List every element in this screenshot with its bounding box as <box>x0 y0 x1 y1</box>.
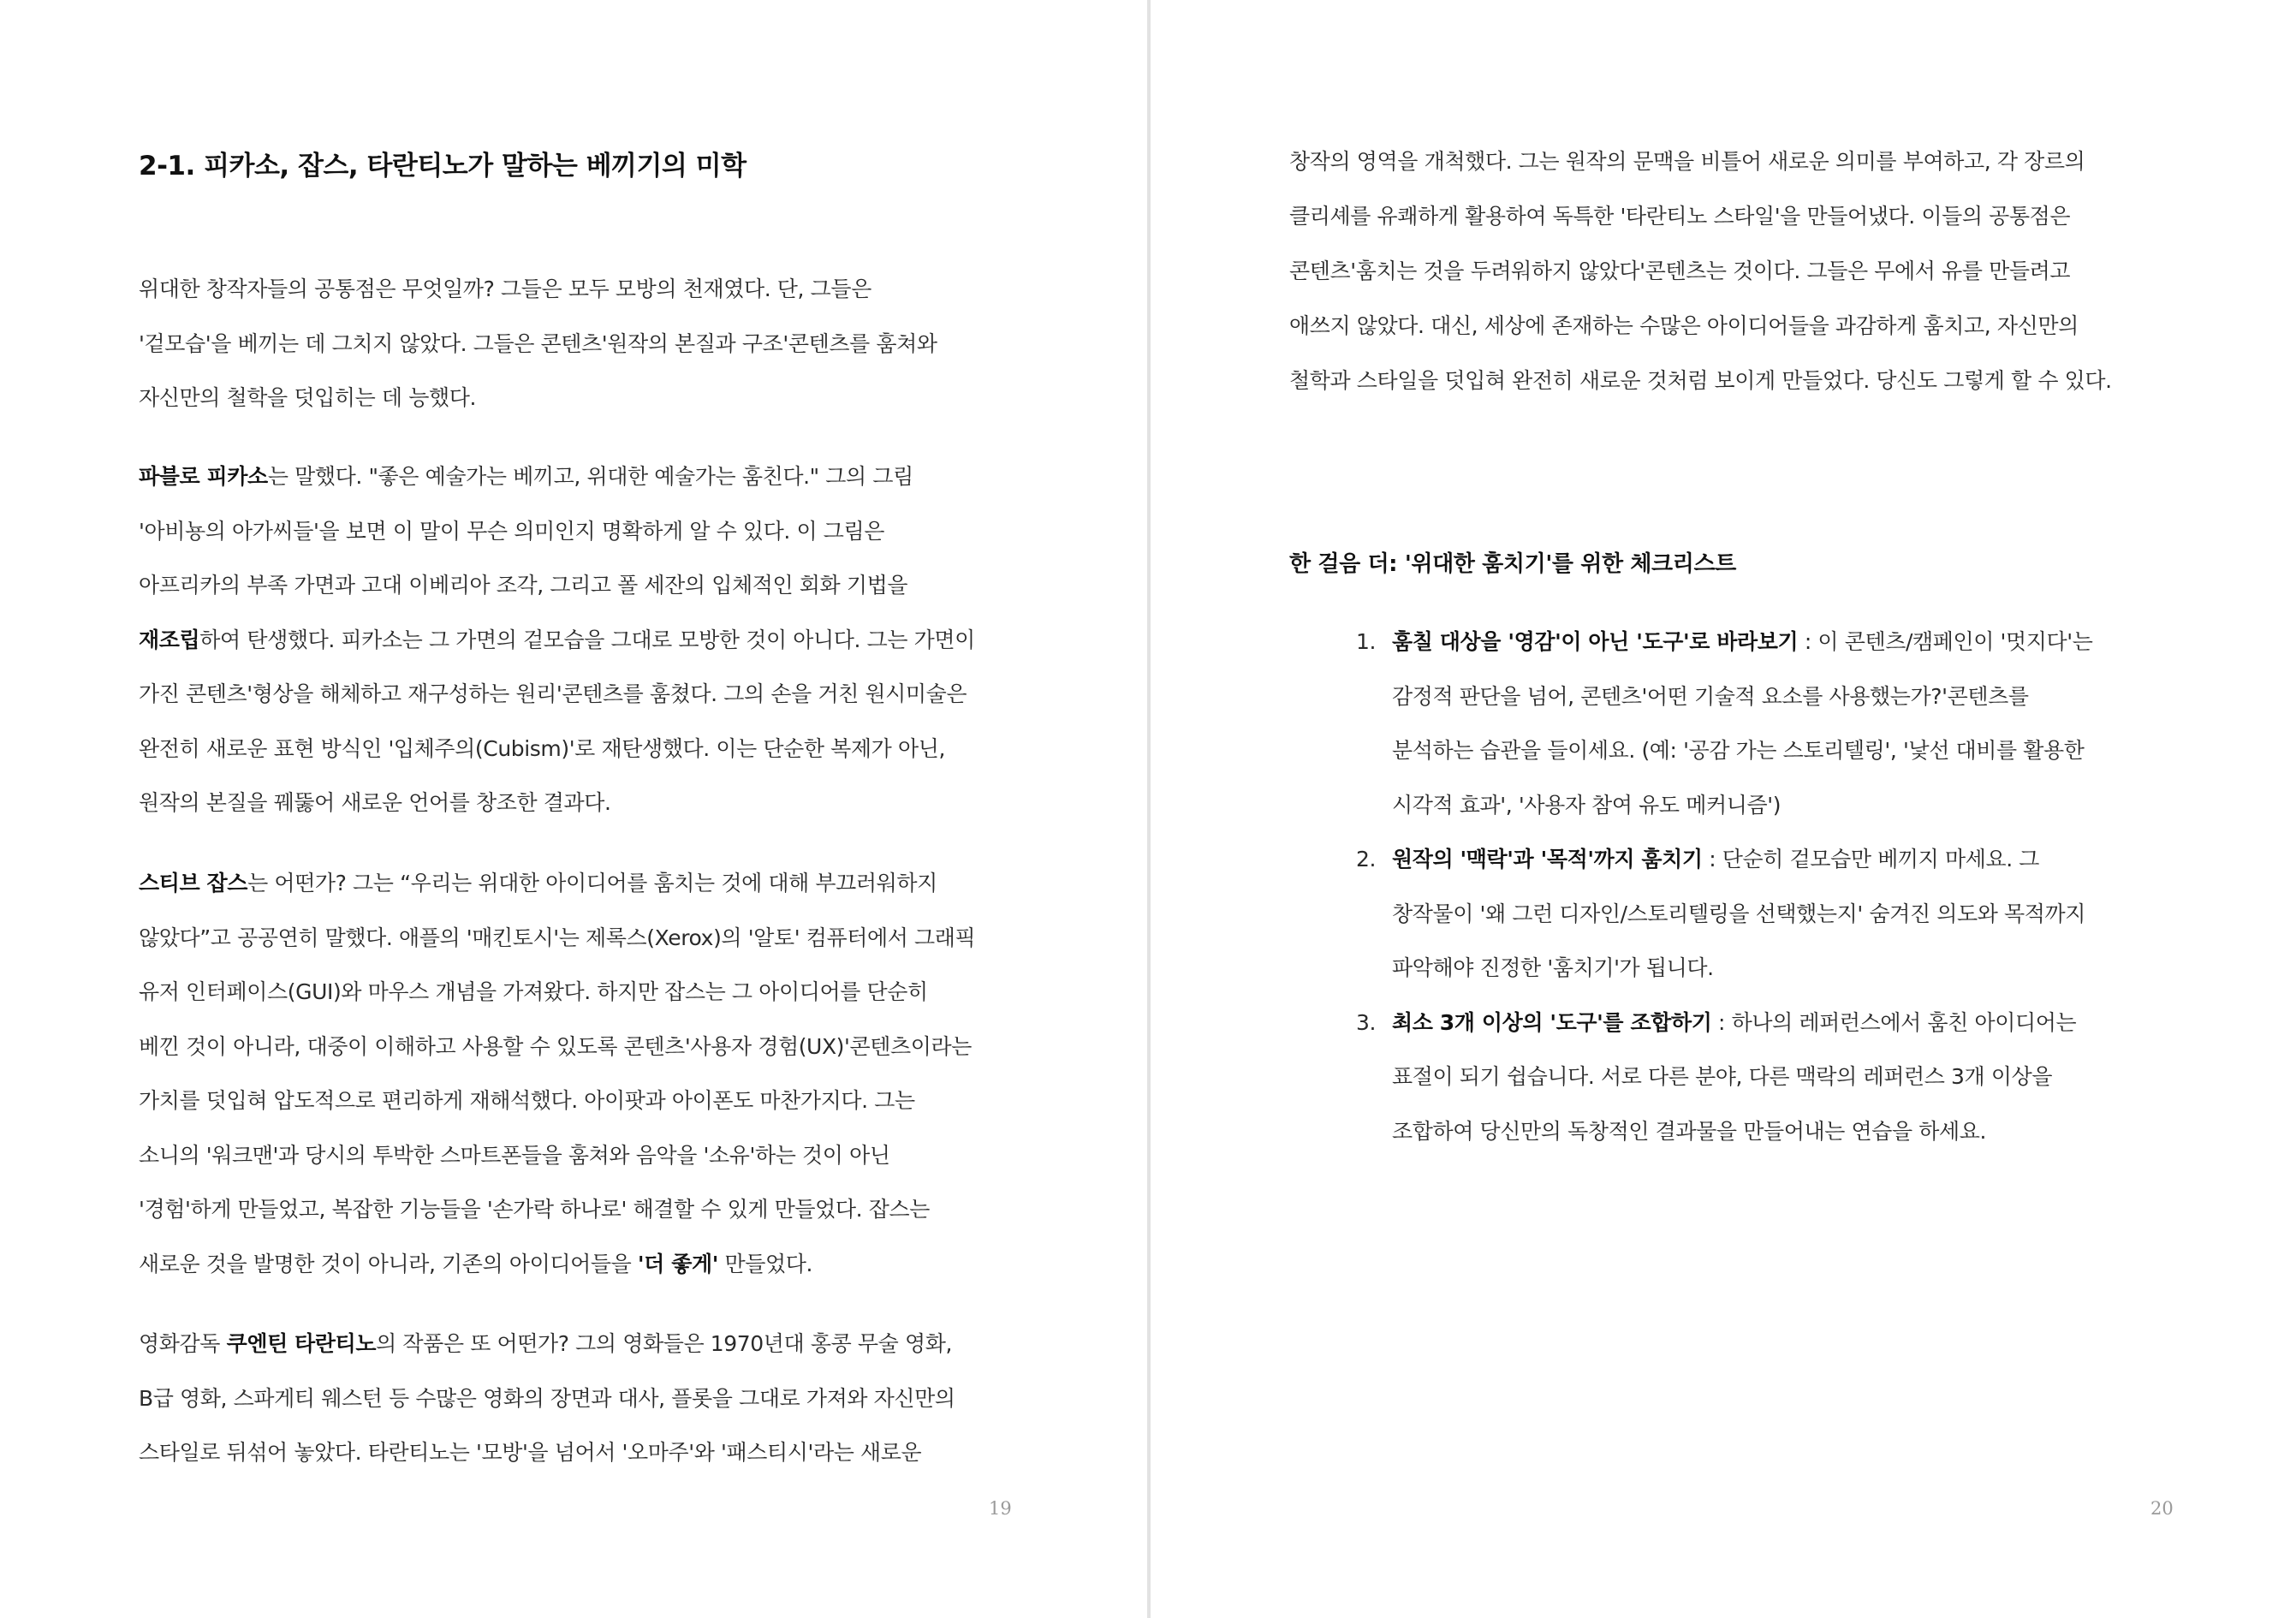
text-line <box>1392 669 2162 724</box>
text-run: 베낀 것이 아니라, 대중이 이해하고 사용할 수 있도록 콘텐츠'사용자 경험(UX)'콘텐츠이라는 <box>139 1033 972 1059</box>
text-line <box>139 1020 1063 1074</box>
text-run: 표절이 되기 쉽습니다. 서로 다른 분야, 다른 맥락의 레퍼런스 3개 이상을 <box>1392 1064 2053 1089</box>
text-line <box>1289 354 2197 408</box>
text-run: 가진 콘텐츠'형상을 해체하고 재구성하는 원리'콘텐츠를 훔쳤다. 그의 손을 거친 원시미술은 <box>139 681 967 706</box>
text-line <box>1289 244 2197 299</box>
text-line <box>1392 1050 2162 1104</box>
text-run: 영화감독 <box>139 1331 227 1356</box>
text-line <box>139 613 1063 668</box>
left-page <box>0 0 1147 1618</box>
text-line <box>139 262 1063 317</box>
checklist-item-1 <box>1356 615 2162 832</box>
checklist-number: 3. <box>1356 1009 1377 1035</box>
text-run: 창작의 영역을 개척했다. 그는 원작의 문맥을 비틀어 새로운 의미를 부여하고, 각 장르의 <box>1289 149 2085 174</box>
checklist-item-text <box>1392 996 2162 1159</box>
text-line <box>139 449 1063 504</box>
text-line <box>139 722 1063 776</box>
bold-text: 재조립 <box>139 627 200 652</box>
text-line <box>1392 723 2162 778</box>
text-line <box>139 1128 1063 1183</box>
text-run: 조합하여 당신만의 독창적인 결과물을 만들어내는 연습을 하세요. <box>1392 1118 1987 1144</box>
text-run: 창작물이 '왜 그런 디자인/스토리텔링을 선택했는지' 숨겨진 의도와 목적까지 <box>1392 901 2086 926</box>
text-run: 하여 탄생했다. 피카소는 그 가면의 겉모습을 그대로 모방한 것이 아니다. 그는 가면이 <box>199 627 975 652</box>
text-line <box>1392 778 2162 833</box>
page-number-left: 19 <box>989 1498 1012 1519</box>
text-line <box>139 1074 1063 1128</box>
text-line <box>139 558 1063 613</box>
text-run: 는 말했다. "좋은 예술가는 베끼고, 위대한 예술가는 훔친다." 그의 그림 <box>267 464 913 489</box>
text-run: 완전히 새로운 표현 방식인 '입체주의(Cubism)'로 재탄생했다. 이는 단순한 복제가 아닌, <box>139 735 946 761</box>
text-line <box>1289 134 2197 189</box>
text-run: 감정적 판단을 넘어, 콘텐츠'어떤 기술적 요소를 사용했는가?'콘텐츠를 <box>1392 683 2029 709</box>
text-run: 소니의 '워크맨'과 당시의 투박한 스마트폰들을 훔쳐와 음악을 '소유'하는 것이 아닌 <box>139 1142 890 1168</box>
text-run: 원작의 본질을 꿰뚫어 새로운 언어를 창조한 결과다. <box>139 790 611 815</box>
paragraph-jobs <box>139 856 1063 1291</box>
text-line <box>1392 1104 2162 1159</box>
text-run: : 이 콘텐츠/캠페인이 '멋지다'는 <box>1798 629 2093 654</box>
page-number-right: 20 <box>2150 1498 2174 1519</box>
text-run: '아비뇽의 아가씨들'을 보면 이 말이 무슨 의미인지 명확하게 알 수 있다. 이 그림은 <box>139 518 885 544</box>
text-run: : 하나의 레퍼런스에서 훔친 아이디어는 <box>1711 1009 2077 1035</box>
text-line <box>139 1425 1063 1480</box>
text-line <box>139 911 1063 966</box>
text-run: 위대한 창작자들의 공통점은 무엇일까? 그들은 모두 모방의 천재였다. 단, 그들은 <box>139 277 871 301</box>
text-run: 파악해야 진정한 '훔치기'가 됩니다. <box>1392 955 1714 980</box>
text-line <box>1392 996 2162 1050</box>
text-line <box>139 856 1063 911</box>
text-line <box>139 965 1063 1020</box>
text-run: 철학과 스타일을 덧입혀 완전히 새로운 것처럼 보이게 만들었다. 당신도 그렇게 할 수 있다. <box>1289 368 2112 393</box>
paragraph-continuation <box>1289 134 2197 408</box>
text-line <box>1392 615 2162 669</box>
text-line <box>1392 832 2162 887</box>
text-run: 가치를 덧입혀 압도적으로 편리하게 재해석했다. 아이팟과 아이폰도 마찬가지다. 그는 <box>139 1088 915 1113</box>
bold-text: 원작의 '맥락'과 '목적'까지 훔치기 <box>1392 847 1703 871</box>
text-run: 않았다”고 공공연히 말했다. 애플의 '매킨토시'는 제록스(Xerox)의 '알토' 컴퓨터에서 그래픽 <box>139 925 976 950</box>
text-line <box>1392 887 2162 942</box>
text-line <box>139 1317 1063 1371</box>
text-line <box>139 776 1063 830</box>
checklist-number: 2. <box>1356 847 1377 871</box>
bold-text: 쿠엔틴 타란티노 <box>226 1331 377 1356</box>
bold-text: 최소 3개 이상의 '도구'를 조합하기 <box>1392 1009 1712 1035</box>
text-line <box>1289 299 2197 354</box>
bold-text: '더 좋게' <box>637 1251 718 1276</box>
text-run: 자신만의 철학을 덧입히는 데 능했다. <box>139 385 476 410</box>
text-run: 유저 인터페이스(GUI)와 마우스 개념을 가져왔다. 하지만 잡스는 그 아이디어를 단순히 <box>139 979 928 1004</box>
text-run: : 단순히 겉모습만 베끼지 마세요. 그 <box>1702 847 2040 871</box>
bold-text: 스티브 잡스 <box>139 871 248 895</box>
bold-text: 파블로 피카소 <box>139 464 268 489</box>
text-line <box>139 1371 1063 1426</box>
paragraph-intro <box>139 262 1063 425</box>
text-line <box>139 1237 1063 1292</box>
paragraph-tarantino <box>139 1317 1063 1480</box>
bold-text: 훔칠 대상을 '영감'이 아닌 '도구'로 바라보기 <box>1392 629 1799 654</box>
chapter-title: 2-1. 피카소, 잡스, 타란티노가 말하는 베끼기의 미학 <box>139 151 746 181</box>
text-run: 콘텐츠'훔치는 것을 두려워하지 않았다'콘텐츠는 것이다. 그들은 무에서 유를 만들려고 <box>1289 259 2071 283</box>
checklist <box>1356 615 2162 1158</box>
text-run: 의 작품은 또 어떤가? 그의 영화들은 1970년대 홍콩 무술 영화, <box>376 1331 952 1356</box>
right-page <box>1151 0 2296 1618</box>
paragraph-picasso <box>139 449 1063 830</box>
text-line <box>1392 941 2162 996</box>
checklist-item-3 <box>1356 996 2162 1159</box>
checklist-heading: 한 걸음 더: '위대한 훔치기'를 위한 체크리스트 <box>1289 551 1736 577</box>
text-run: 아프리카의 부족 가면과 고대 이베리아 조각, 그리고 폴 세잔의 입체적인 회화 기법을 <box>139 573 908 598</box>
text-run: 스타일로 뒤섞어 놓았다. 타란티노는 '모방'을 넘어서 '오마주'와 '패스티시'라는 새로운 <box>139 1440 922 1465</box>
text-line <box>1289 189 2197 244</box>
text-line <box>139 317 1063 372</box>
text-line <box>139 667 1063 722</box>
text-run: 클리셰를 유쾌하게 활용하여 독특한 '타란티노 스타일'을 만들어냈다. 이들의 공통점은 <box>1289 204 2071 229</box>
text-run: '경험'하게 만들었고, 복잡한 기능들을 '손가락 하나로' 해결할 수 있게 만들었다. 잡스는 <box>139 1197 930 1222</box>
text-line <box>139 1182 1063 1237</box>
text-line <box>139 504 1063 559</box>
text-line <box>139 371 1063 425</box>
text-run: '겉모습'을 베끼는 데 그치지 않았다. 그들은 콘텐츠'원작의 본질과 구조'콘텐츠를 훔쳐와 <box>139 330 937 356</box>
text-run: B급 영화, 스파게티 웨스턴 등 수많은 영화의 장면과 대사, 플롯을 그대로 가져와 자신만의 <box>139 1385 955 1411</box>
text-run: 새로운 것을 발명한 것이 아니라, 기존의 아이디어들을 <box>139 1251 638 1276</box>
text-run: 분석하는 습관을 들이세요. (예: '공감 가는 스토리텔링', '낯선 대비를 활용한 <box>1392 738 2085 763</box>
text-run: 는 어떤가? 그는 “우리는 위대한 아이디어를 훔치는 것에 대해 부끄러워하지 <box>247 871 937 895</box>
checklist-number: 1. <box>1356 629 1377 654</box>
text-run: 애쓰지 않았다. 대신, 세상에 존재하는 수많은 아이디어들을 과감하게 훔치고, 자신만의 <box>1289 313 2079 338</box>
checklist-item-text <box>1392 615 2162 832</box>
checklist-item-text <box>1392 832 2162 996</box>
checklist-item-2 <box>1356 832 2162 996</box>
text-run: 만들었다. <box>717 1251 813 1276</box>
text-run: 시각적 효과', '사용자 참여 유도 메커니즘') <box>1392 792 1781 818</box>
